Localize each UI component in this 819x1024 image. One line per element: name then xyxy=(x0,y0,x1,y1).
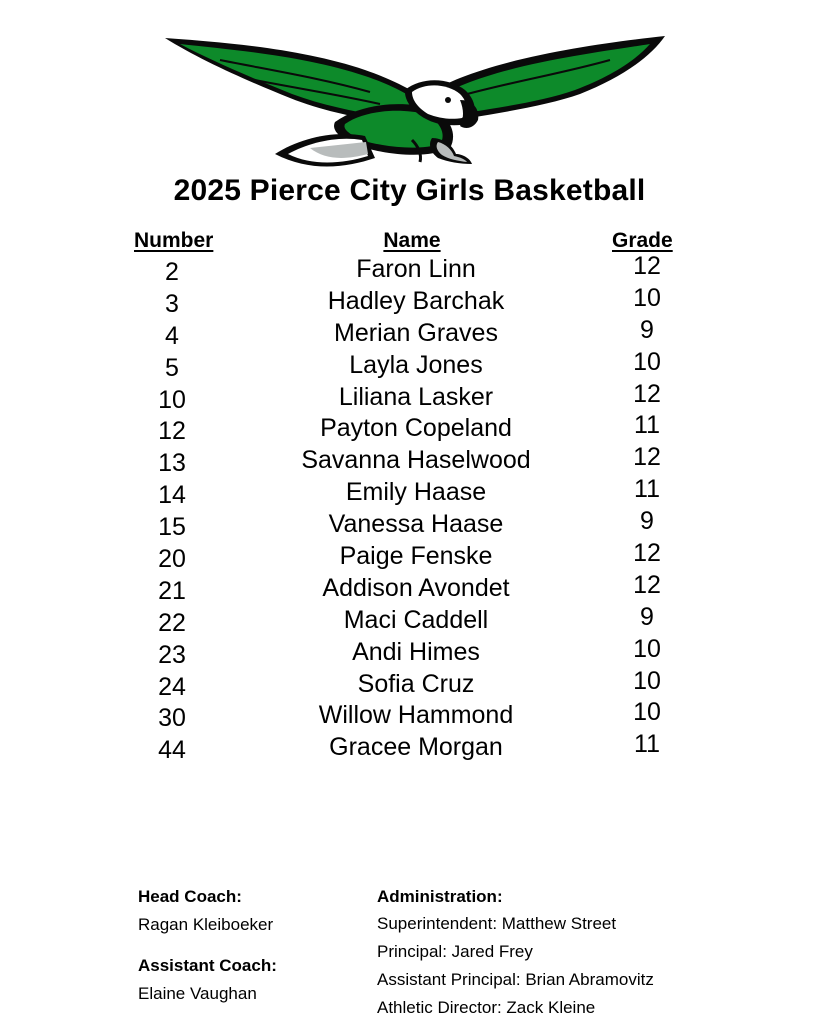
roster-row xyxy=(0,602,819,637)
player-number: 21 xyxy=(158,576,186,605)
roster-row xyxy=(0,445,819,477)
player-name: Addison Avondet xyxy=(322,573,510,602)
player-number: 5 xyxy=(165,353,179,382)
column-header-grade: Grade xyxy=(612,229,673,252)
player-grade: 10 xyxy=(633,347,661,376)
player-name: Merian Graves xyxy=(334,318,498,347)
player-number: 14 xyxy=(158,481,186,510)
superintendent: Superintendent: Matthew Street xyxy=(377,914,617,933)
player-name: Andi Himes xyxy=(352,637,480,666)
assistant-coach-label: Assistant Coach: xyxy=(138,956,277,975)
roster-row xyxy=(0,509,819,541)
player-name: Liliana Lasker xyxy=(338,382,494,411)
athletic-director: Athletic Director: Zack Kleine xyxy=(377,998,596,1017)
roster-row xyxy=(0,347,819,382)
player-number: 23 xyxy=(158,640,186,669)
player-grade: 10 xyxy=(633,283,661,312)
player-name: Layla Jones xyxy=(349,350,483,379)
player-name: Payton Copeland xyxy=(320,414,512,443)
assistant-principal: Assistant Principal: Brian Abramovitz xyxy=(377,970,654,989)
assistant-coach-name: Elaine Vaughan xyxy=(138,984,257,1003)
player-name: Willow Hammond xyxy=(318,701,514,730)
player-name: Vanessa Haase xyxy=(328,510,504,539)
player-name: Paige Fenske xyxy=(339,542,493,571)
page-title: 2025 Pierce City Girls Basketball xyxy=(173,174,646,207)
player-grade: 9 xyxy=(640,602,654,631)
player-number: 3 xyxy=(165,289,179,318)
player-name: Emily Haase xyxy=(345,478,487,507)
player-grade: 9 xyxy=(640,507,654,536)
player-number: 15 xyxy=(158,513,186,542)
player-number: 20 xyxy=(158,545,186,574)
player-number: 22 xyxy=(158,608,186,637)
roster-row xyxy=(0,379,819,414)
player-grade: 12 xyxy=(633,443,661,472)
player-number: 44 xyxy=(158,736,186,765)
player-name: Maci Caddell xyxy=(343,605,489,634)
roster-row xyxy=(0,254,819,286)
player-grade: 12 xyxy=(633,252,661,280)
roster-row xyxy=(0,732,819,764)
player-grade: 9 xyxy=(640,315,654,344)
roster-row xyxy=(0,315,819,350)
principal: Principal: Jared Frey xyxy=(377,942,533,961)
administration-staff xyxy=(377,887,654,1018)
player-name: Sofia Cruz xyxy=(357,669,475,698)
roster-row xyxy=(0,541,819,573)
player-name: Savanna Haselwood xyxy=(301,446,531,475)
roster-row xyxy=(0,666,819,701)
administration-label: Administration: xyxy=(377,887,503,906)
player-grade: 11 xyxy=(634,411,660,440)
roster-table xyxy=(0,254,819,764)
roster-row xyxy=(0,634,819,669)
player-grade: 10 xyxy=(633,698,661,727)
player-name: Faron Linn xyxy=(356,255,476,283)
player-number: 4 xyxy=(165,321,179,350)
head-coach-name: Ragan Kleiboeker xyxy=(138,915,274,934)
head-coach-label: Head Coach: xyxy=(138,887,242,906)
roster-row xyxy=(0,570,819,605)
player-grade: 10 xyxy=(633,666,661,695)
roster-row xyxy=(0,700,819,732)
roster-row xyxy=(0,477,819,509)
player-number: 13 xyxy=(158,449,186,478)
player-number: 12 xyxy=(158,417,186,446)
roster-row xyxy=(0,283,819,318)
player-number: 24 xyxy=(158,672,186,701)
column-header-name: Name xyxy=(383,229,441,252)
player-name: Hadley Barchak xyxy=(327,286,505,315)
player-number: 30 xyxy=(158,704,186,733)
eagle-logo-icon xyxy=(160,30,670,172)
player-grade: 11 xyxy=(634,475,660,504)
player-grade: 12 xyxy=(633,379,661,408)
player-name: Gracee Morgan xyxy=(329,733,503,762)
column-header-number: Number xyxy=(134,229,214,252)
coaching-staff xyxy=(138,887,277,1004)
player-grade: 11 xyxy=(634,730,660,759)
player-grade: 12 xyxy=(633,539,661,568)
player-number: 2 xyxy=(165,258,179,286)
player-number: 10 xyxy=(158,385,186,414)
player-grade: 12 xyxy=(633,570,661,599)
player-grade: 10 xyxy=(633,634,661,663)
roster-row xyxy=(0,413,819,445)
